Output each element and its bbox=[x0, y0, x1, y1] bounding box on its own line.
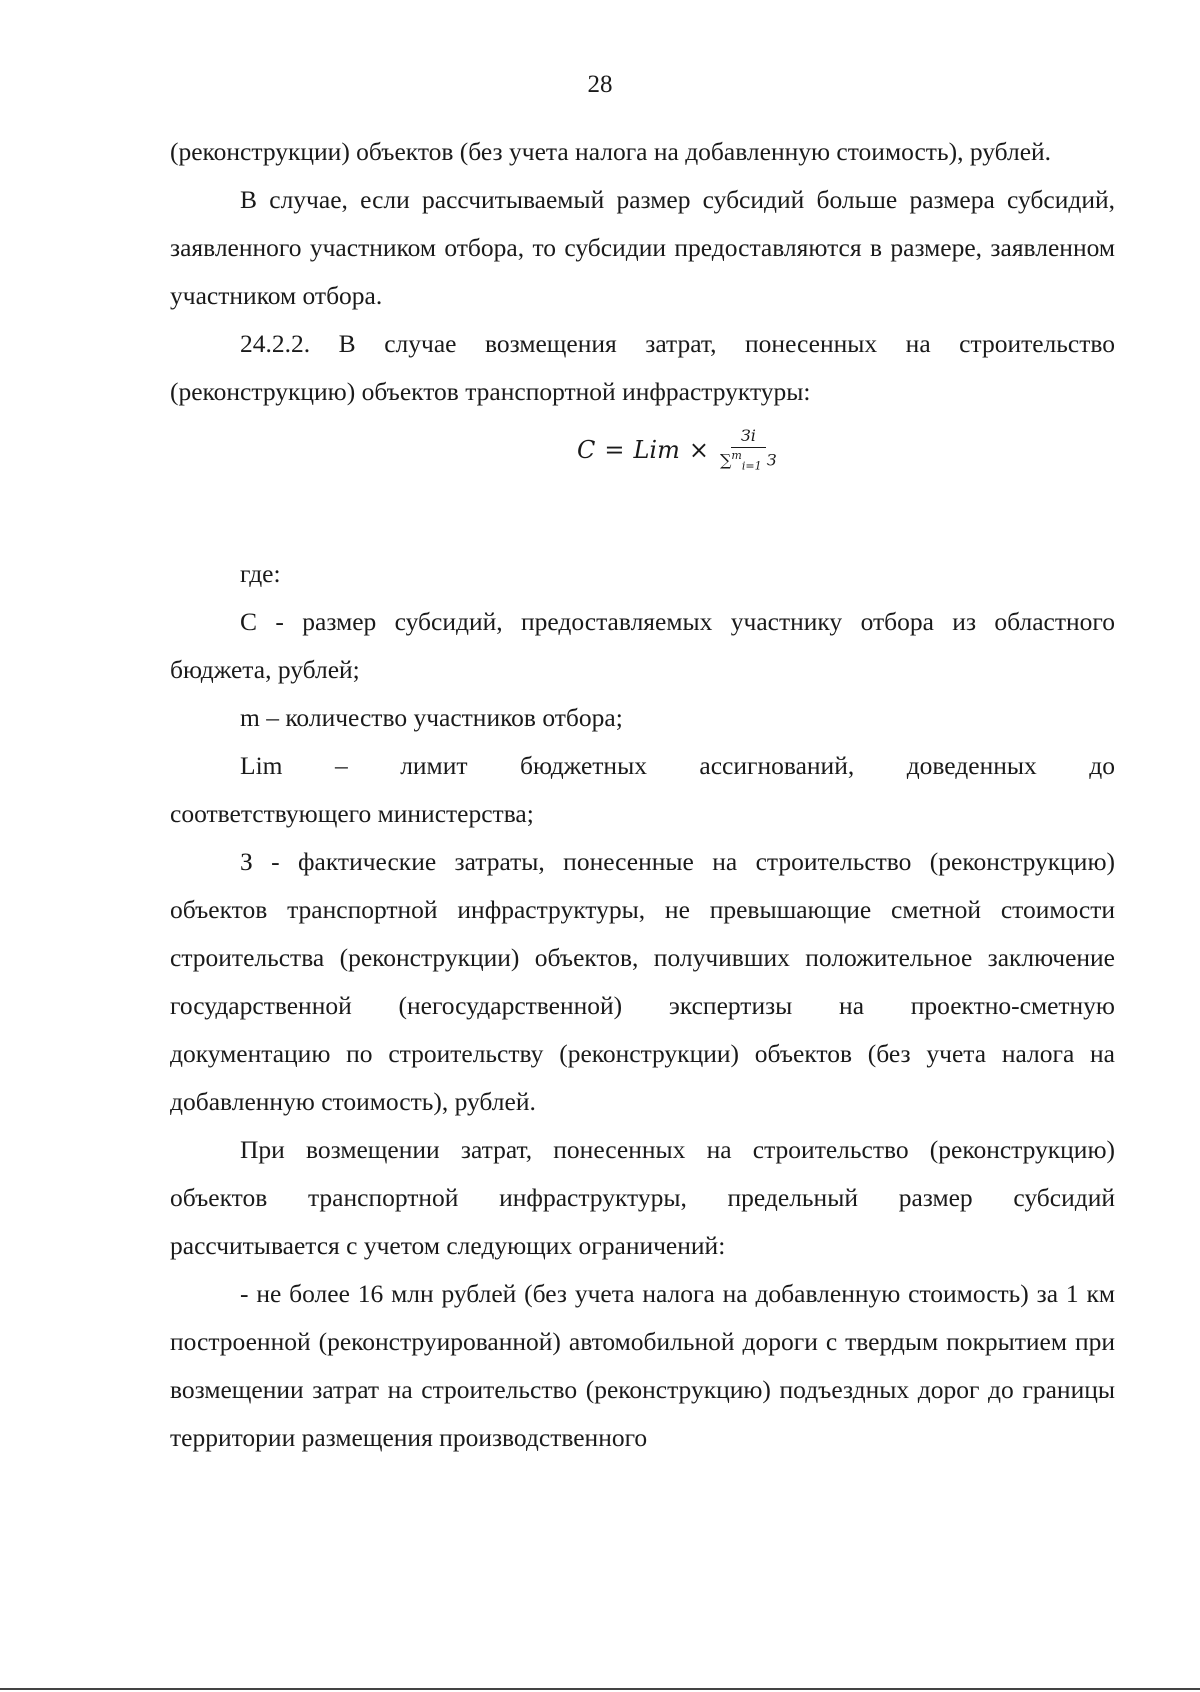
paragraph: m – количество участников отбора; bbox=[240, 703, 623, 732]
page-number: 28 bbox=[587, 71, 613, 98]
sum-upper-limit: m bbox=[731, 449, 742, 462]
scan-bottom-edge bbox=[0, 1688, 1200, 1690]
paragraph: З - фактические затраты, понесенные на строительство (реконструкцию) объектов транспортной инфраструктуры, не превышающие сметной стоимости строительства (реконструкции) объектов, получивших положительное заключение государственной (негосударственной) экспертизы на проектно-сметную документацию по строительству (реконструкции) объектов (без учета налога на добавленную стоимость), рублей. bbox=[170, 847, 1115, 1116]
paragraph: При возмещении затрат, понесенных на строительство (реконструкцию) объектов транспортной инфраструктуры, предельный размер субсидий рассчитывается с учетом следующих ограничений: bbox=[170, 1135, 1115, 1260]
formula-lim: Lim bbox=[633, 435, 680, 464]
formula-equals: = bbox=[604, 435, 625, 464]
document-body bbox=[170, 128, 1115, 1462]
paragraph: - не более 16 млн рублей (без учета налога на добавленную стоимость) за 1 км построенной (реконструированной) автомобильной дороги с твердым покрытием при возмещении затрат на строительство (реконструкцию) подъездных дорог до границы территории размещения производственного bbox=[170, 1279, 1115, 1452]
word: до bbox=[1089, 751, 1115, 780]
paragraph: 24.2.2. В случае возмещения затрат, понесенных на строительство (реконструкцию) объектов транспортной инфраструктуры: bbox=[170, 329, 1115, 406]
paragraph: соответствующего министерства; bbox=[170, 799, 534, 828]
word: бюджетных bbox=[519, 751, 647, 780]
formula-numerator: Зi bbox=[731, 428, 766, 448]
paragraph: В случае, если рассчитываемый размер субсидий больше размера субсидий, заявленного участником отбора, то субсидии предоставляются в размере, заявленном участником отбора. bbox=[170, 185, 1115, 310]
sum-symbol: ∑ bbox=[719, 450, 732, 470]
spacer bbox=[170, 520, 1115, 550]
lim-definition-line bbox=[170, 742, 1115, 790]
paragraph: С - размер субсидий, предоставляемых участнику отбора из областного бюджета, рублей; bbox=[170, 607, 1115, 684]
formula-block bbox=[170, 416, 1115, 520]
sum-term: З bbox=[766, 450, 777, 470]
sum-lower-limit: i=1 bbox=[741, 459, 762, 473]
word: доведенных bbox=[906, 751, 1037, 780]
word: Lim bbox=[240, 751, 283, 780]
formula-denominator bbox=[720, 448, 777, 472]
word: лимит bbox=[400, 751, 468, 780]
subsidy-formula bbox=[577, 428, 777, 472]
word: – bbox=[334, 751, 348, 780]
formula-times: × bbox=[688, 435, 709, 464]
where-label: где: bbox=[240, 559, 281, 588]
word: ассигнований, bbox=[699, 751, 855, 780]
paragraph: (реконструкции) объектов (без учета налога на добавленную стоимость), рублей. bbox=[170, 137, 1052, 166]
formula-lhs: C bbox=[577, 435, 596, 464]
formula-fraction bbox=[720, 428, 777, 472]
